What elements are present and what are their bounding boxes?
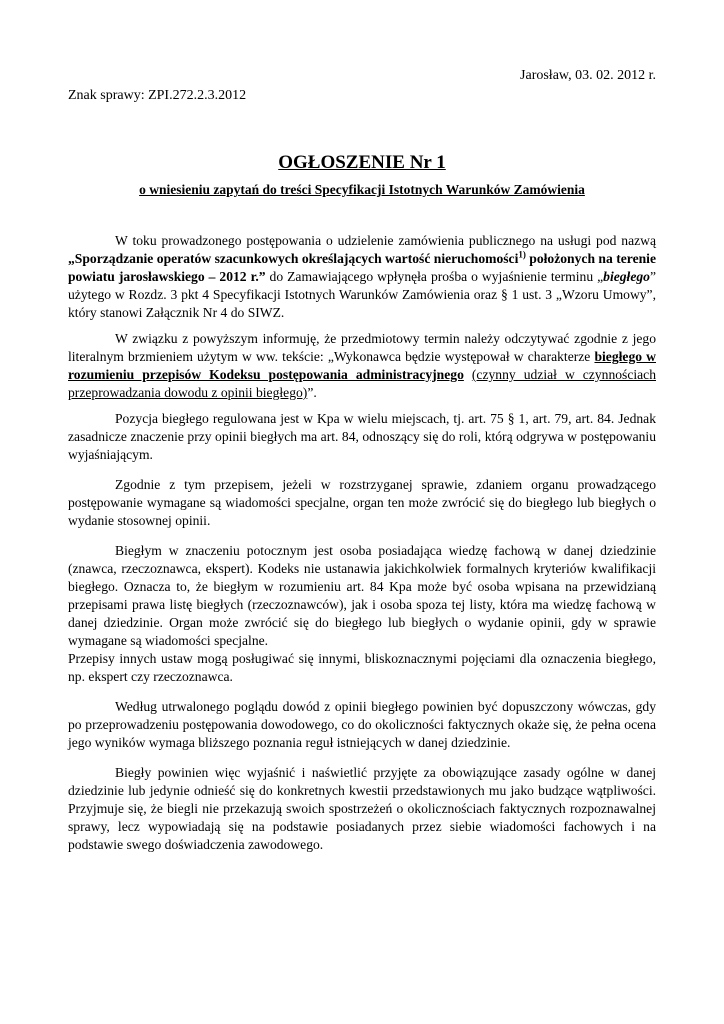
place-date: Jarosław, 03. 02. 2012 r.: [520, 68, 656, 83]
paragraph-4: Zgodnie z tym przepisem, jeżeli w rozstrzyganej sprawie, zdaniem organu prowadzącego postępowanie wymagane są wiadomości specjalne, organ ten może zwrócić się do biegłego lub biegłych o wydanie stosownej opinii.: [68, 477, 656, 528]
service-name: „Sporządzanie operatów szacunkowych określających wartość nieruchomości: [68, 251, 519, 266]
paragraph-5: Biegłym w znaczeniu potocznym jest osoba posiadająca wiedzę fachową w danej dziedzinie (znawca, rzeczoznawca, ekspert). Kodeks nie ustanawia jakichkolwiek formalnych kryteriów kwalifikacji biegłego. Oznacza to, że biegłym w rozumieniu art. 84 Kpa może być osoba wpisana na przewidzianą przepisami prawa listę biegłych (rzeczoznawców), jak i osoba spoza tej listy, która ma wiedzę fachową w danej dziedzinie. Organ może zwrócić się do biegłego lub biegłych o wydanie opinii, gdy w sprawie wymagane są wiadomości specjalne.: [68, 543, 656, 648]
footnote-marker: 1): [518, 249, 526, 260]
paragraph-3: Pozycja biegłego regulowana jest w Kpa w wielu miejscach, tj. art. 75 § 1, art. 79, art. 84. Jednak zasadnicze znaczenie przy opinii biegłych ma art. 84, odnoszący się do roli, którą odgrywa w postępowaniu wyjaśniającym.: [68, 411, 656, 462]
case-number: Znak sprawy: ZPI.272.2.3.2012: [68, 88, 247, 103]
paragraph-7: Według utrwalonego poglądu dowód z opinii biegłego powinien być dopuszczony wówczas, gdy po przeprowadzeniu postępowania dowodowego, co do okoliczności faktycznych okaże się, że pełna ocena jego wyników wymaga bliższego poznania reguł istniejących w danej dziedzinie.: [68, 699, 656, 750]
paragraph-1: W toku prowadzonego postępowania o udzielenie zamówienia publicznego na usługi pod nazwą „Sporządzanie operatów szacunkowych określających wartość nieruchomości$^{1)}$ położonych na terenie powiatu jarosławskiego – 2012 r.” do Zamawiającego wpłynęła prośba o wyjaśnienie terminu „biegłego” użytego w Rozdz. 3 pkt 4 Specyfikacji Istotnych Warunków Zamówienia oraz § 1 ust. 3 „Wzoru Umowy”, który stanowi Załącznik Nr 4 do SIWZ.: [68, 233, 656, 320]
service-name-cont: położonych na terenie powiatu jarosławskiego – 2012 r.”: [68, 251, 656, 284]
key-phrase: biegłego w rozumieniu przepisów Kodeksu postępowania administracyjnego: [68, 349, 656, 382]
document-body: [68, 232, 656, 854]
announcement-subtitle: o wniesieniu zapytań do treści Specyfikacji Istotnych Warunków Zamówienia: [139, 182, 585, 197]
paragraph-8: Biegły powinien więc wyjaśnić i naświetlić przyjęte za obowiązujące zasady ogólne w danej dziedzinie lub jedynie odnieść się do konkretnych kwestii przedstawionych mu jako budzące wątpliwości. Przyjmuje się, że biegli nie przekazują swoich spostrzeżeń o okolicznościach faktycznych rozpoznawalnej sprawy, lecz wypowiadają się na podstawie posiadanych przez siebie wiadomości fachowych i na podstawie swego doświadczenia zawodowego.: [68, 765, 656, 852]
paragraph-2: W związku z powyższym informuję, że przedmiotowy termin należy odczytywać zgodnie z jego literalnym brzmieniem użytym w ww. tekście: „Wykonawca będzie występował w charakterze biegłego w rozumieniu przepisów Kodeksu postępowania administracyjnego (czynny udział w czynnościach przeprowadzania dowodu z opinii biegłego)”.: [68, 331, 656, 400]
announcement-title: OGŁOSZENIE Nr 1: [278, 152, 446, 173]
parenthetical-note: (czynny udział w czynnościach przeprowadzania dowodu z opinii biegłego): [68, 367, 656, 400]
paragraph-6: Przepisy innych ustaw mogą posługiwać się innymi, bliskoznacznymi pojęciami dla oznaczenia biegłego, np. ekspert czy rzeczoznawca.: [68, 651, 656, 684]
term-biegly: biegłego: [603, 269, 650, 284]
